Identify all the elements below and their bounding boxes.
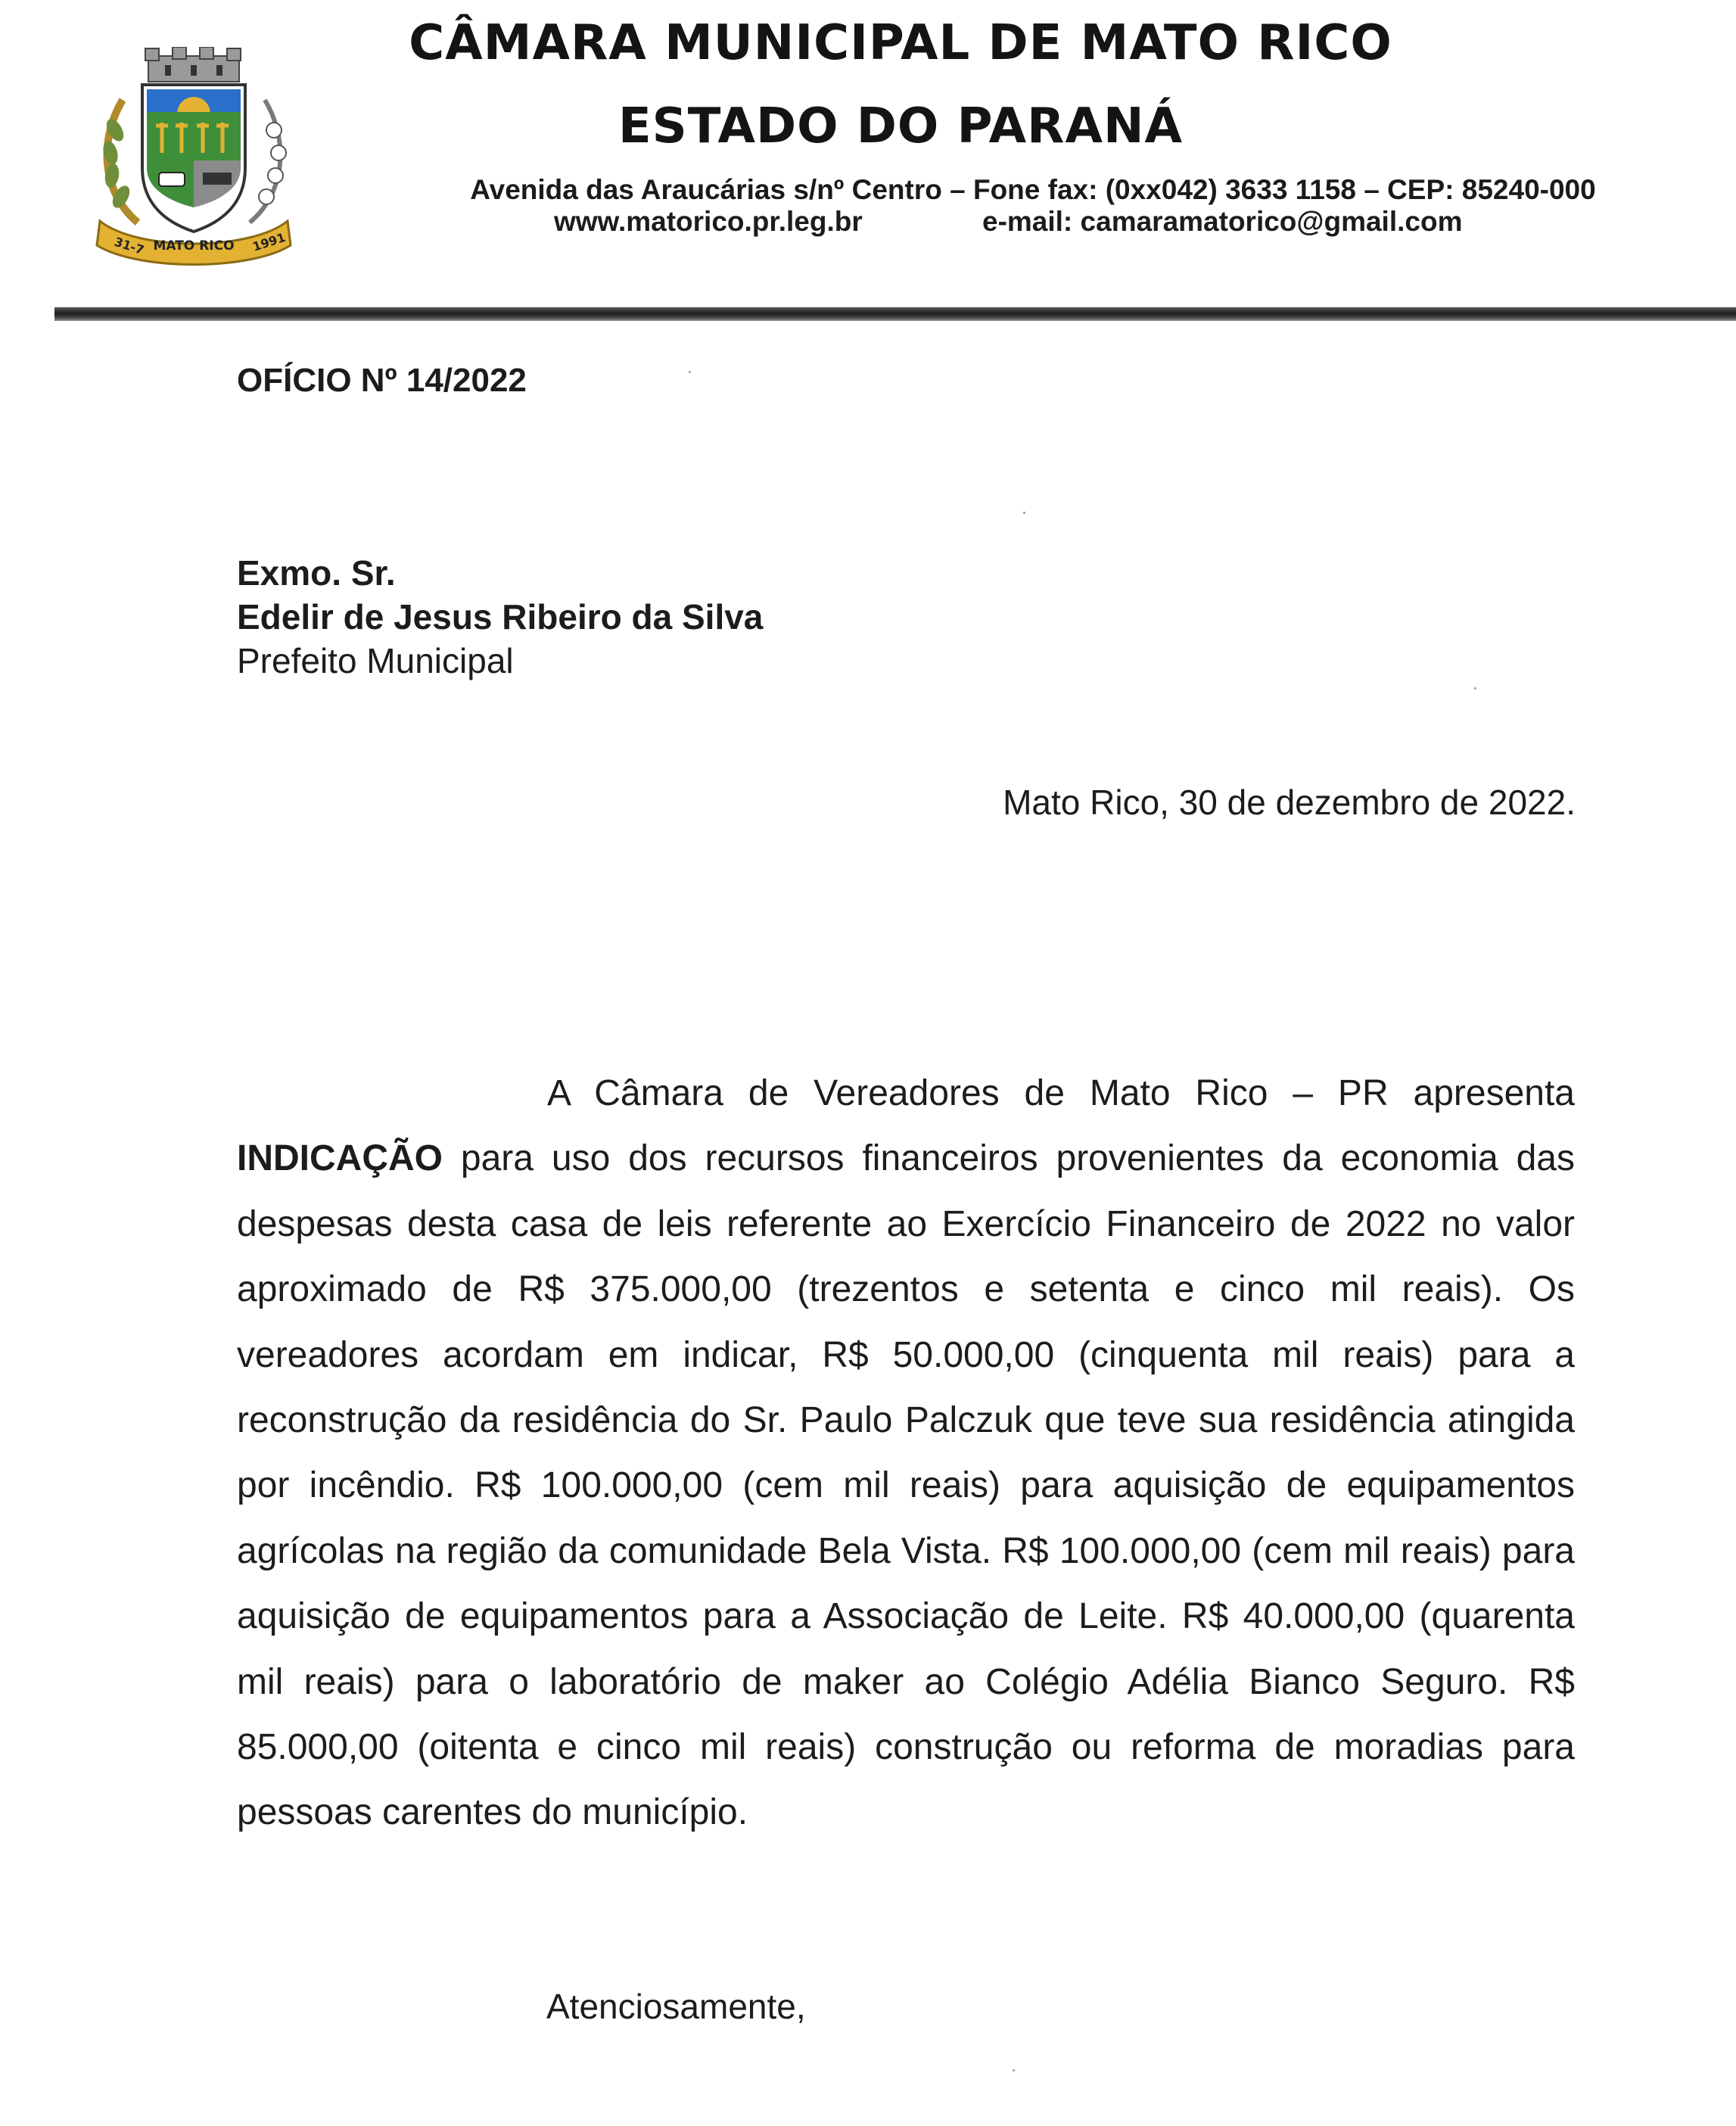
scan-speck bbox=[1013, 2069, 1015, 2072]
letterhead-address: Avenida das Araucárias s/nº Centro – Fone fax: (0xx042) 3633 1158 – CEP: 85240-000 bbox=[470, 174, 1596, 205]
scan-speck bbox=[1474, 687, 1476, 689]
date-line: Mato Rico, 30 de dezembro de 2022. bbox=[1003, 783, 1576, 822]
scan-speck bbox=[1023, 512, 1025, 514]
document-reference: OFÍCIO Nº 14/2022 bbox=[237, 362, 527, 399]
body-intro: A Câmara de Vereadores de Mato Rico – PR apresenta bbox=[547, 1073, 1575, 1113]
letterhead-subtitle: ESTADO DO PARANÁ bbox=[618, 98, 1184, 154]
recipient-role: Prefeito Municipal bbox=[237, 641, 514, 680]
municipal-crest-logo bbox=[92, 47, 295, 268]
letterhead-title: CÂMARA MUNICIPAL DE MATO RICO bbox=[409, 15, 1392, 71]
letterhead-website: www.matorico.pr.leg.br bbox=[554, 206, 863, 237]
scan-speck bbox=[689, 371, 691, 373]
letterhead-email: e-mail: camaramatorico@gmail.com bbox=[982, 206, 1463, 237]
recipient-salutation: Exmo. Sr. bbox=[237, 553, 396, 593]
body-paragraph bbox=[237, 1061, 1575, 1846]
body-indicacao: INDICAÇÃO bbox=[237, 1138, 443, 1179]
body-text: para uso dos recursos financeiros provenientes da economia das despesas desta casa de leis referente ao Exercício Financeiro de 2022 no valor aproximado de R$ 375.000,00 (trezentos e setenta e cinco mil reais). Os vereadores acordam em indicar, R$ 50.000,00 (cinquenta mil reais) para a reconstrução da residência do Sr. Paulo Palczuk que teve sua residência atingida por incêndio. R$ 100.000,00 (cem mil reais) para aquisição de equipamentos agrícolas na região da comunidade Bela Vista. R$ 100.000,00 (cem mil reais) para aquisição de equipamentos para a Associação de Leite. R$ 40.000,00 (quarenta mil reais) para o laboratório de maker ao Colégio Adélia Bianco Seguro. R$ 85.000,00 (oitenta e cinco mil reais) construção ou reforma de moradias para pessoas carentes do município. bbox=[237, 1138, 1575, 1833]
recipient-name: Edelir de Jesus Ribeiro da Silva bbox=[237, 597, 764, 637]
letterhead-divider bbox=[54, 307, 1736, 321]
crest-ribbon-center: MATO RICO bbox=[153, 238, 235, 254]
closing-salutation: Atenciosamente, bbox=[546, 1987, 806, 2026]
crest-ribbon-left: 31-7 bbox=[112, 234, 146, 258]
crest-ribbon-right: 1991 bbox=[250, 229, 288, 254]
